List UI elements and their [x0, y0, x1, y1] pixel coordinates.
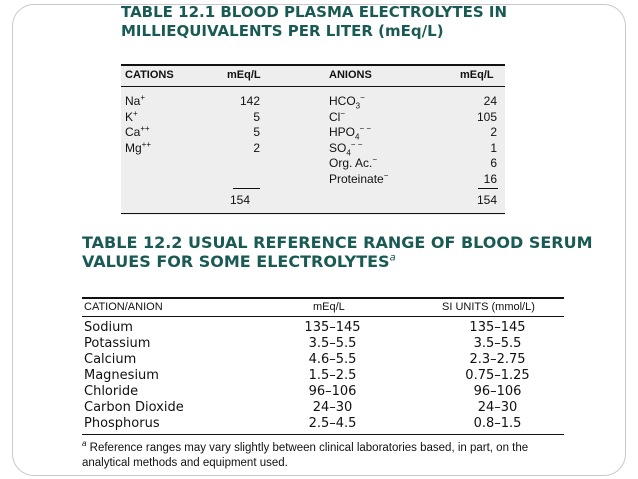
table1-anion-total: 154 — [476, 193, 497, 207]
table1-bottom-rule — [121, 213, 505, 214]
table1-header-anions: ANIONS — [329, 69, 372, 81]
table1-title: TABLE 12.1 BLOOD PLASMA ELECTROLYTES IN MILLIEQUIVALENTS PER LITER (mEq/L) — [121, 3, 508, 40]
anion-name: Proteinate− — [329, 170, 389, 186]
table2-row-name: Chloride — [84, 384, 139, 399]
table1-header-cations: CATIONS — [125, 69, 174, 81]
table2-title: TABLE 12.2 USUAL REFERENCE RANGE OF BLOOD SERUM VALUES FOR SOME ELECTROLYTES$^a$ — [82, 233, 593, 271]
table2-row-name: Magnesium — [84, 368, 159, 383]
anion-value: 24 — [483, 94, 497, 108]
anion-name: $HCO_3^-$ — [329, 93, 365, 111]
table2-row-meq: 24–30 — [312, 400, 353, 415]
anion-charge: − — [340, 108, 346, 118]
table1-header-anions-meq: mEq/L — [460, 69, 494, 81]
cation-charge: + — [133, 108, 138, 118]
table2-row-meq: 3.5–5.5 — [308, 336, 357, 351]
table2-row-si: 0.75–1.25 — [465, 368, 530, 383]
table2-row-name: Potassium — [84, 336, 151, 351]
table2-row-si: 24–30 — [477, 400, 518, 415]
table2-row-si: 2.3–2.75 — [469, 352, 526, 367]
table1-header-cations-meq: mEq/L — [227, 69, 261, 81]
cation-value: 142 — [239, 94, 260, 108]
table1-cation-sum-line — [233, 188, 260, 189]
cation-charge: ++ — [141, 139, 152, 149]
anion-charge: − − — [359, 124, 372, 133]
cation-charge: ++ — [140, 124, 150, 133]
cation-name: K+ — [125, 108, 138, 124]
table2-row-meq: 2.5–4.5 — [308, 416, 357, 431]
anion-subscript: 4 — [346, 147, 351, 157]
table2-header-meq: mEq/L — [313, 301, 345, 313]
cation-name: Ca++ — [125, 124, 150, 139]
table2-row-si: 96–106 — [473, 384, 522, 399]
anion-name: Org. Ac.− — [329, 155, 378, 170]
anion-value: 16 — [483, 171, 497, 186]
anion-charge: − — [360, 93, 365, 102]
table2-row-meq: 96–106 — [308, 384, 357, 399]
table1-top-rule — [121, 64, 505, 66]
table2-header-rule — [82, 316, 564, 317]
table1-header-rule — [121, 86, 505, 87]
table2-header-name: CATION/ANION — [84, 301, 163, 313]
table2-row-meq: 1.5–2.5 — [308, 368, 357, 383]
anion-charge: − — [383, 170, 389, 180]
anion-value: 105 — [476, 109, 497, 124]
cation-name: Na+ — [125, 93, 146, 108]
anion-name: $HPO_4^{- -}$ — [329, 124, 372, 142]
anion-value: 6 — [490, 156, 497, 170]
anion-subscript: 4 — [355, 132, 360, 142]
table2-title-footnote-mark: a — [389, 252, 396, 264]
anion-name: Cl− — [329, 108, 346, 124]
cation-name: Mg++ — [125, 139, 152, 155]
cation-value: 5 — [253, 125, 260, 139]
cation-value: 2 — [253, 140, 260, 155]
table1-cation-total: 154 — [230, 193, 251, 207]
table2-row-si: 0.8–1.5 — [473, 416, 522, 431]
table2-footnote: $^a$ Reference ranges may vary slightly between clinical laboratories based, in part, on the analytical methods and equipment used. — [82, 439, 529, 469]
anion-charge: − − — [350, 139, 363, 149]
table2-row-name: Carbon Dioxide — [84, 400, 184, 415]
cation-charge: + — [140, 93, 146, 102]
cation-value: 5 — [253, 109, 260, 124]
table1-anion-sum-line — [478, 188, 498, 189]
anion-value: 1 — [490, 140, 497, 155]
footnote-mark: a — [82, 439, 87, 449]
table2-top-rule — [82, 297, 564, 299]
table2-header-si: SI UNITS (mmol/L) — [442, 301, 535, 313]
anion-value: 2 — [490, 125, 497, 139]
anion-name: $SO_4^{- -}$ — [329, 139, 363, 157]
table2-bottom-rule — [82, 434, 564, 435]
table2-row-meq: 135–145 — [304, 320, 361, 335]
table2-row-name: Phosphorus — [84, 416, 160, 431]
table2-row-name: Calcium — [84, 352, 137, 367]
table2-row-name: Sodium — [84, 320, 133, 335]
anion-charge: − — [372, 155, 378, 164]
table2-row-meq: 4.6–5.5 — [308, 352, 357, 367]
table2-row-si: 135–145 — [469, 320, 526, 335]
table2-row-si: 3.5–5.5 — [473, 336, 522, 351]
anion-subscript: 3 — [355, 101, 361, 111]
